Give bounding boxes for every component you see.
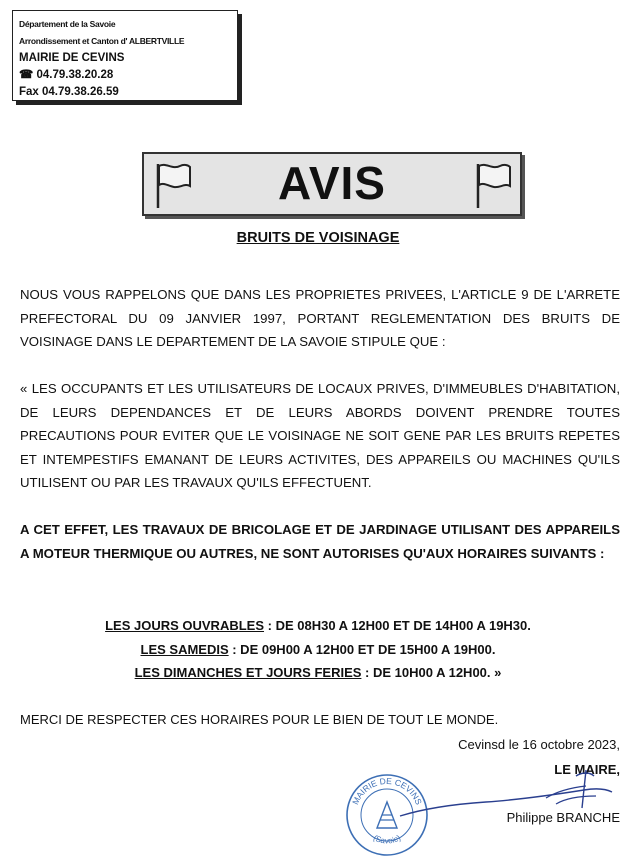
intro-paragraph: NOUS VOUS RAPPELONS QUE DANS LES PROPRIETES PRIVEES, L'ARTICLE 9 DE L'ARRETE PREFECTORAL DU 09 JANVIER 1997, PORTANT REGLEMENTATION DES BRUITS DE VOISINAGE DANS LE DEPARTEMENT DE LA SAVOIE STIPULE QUE : xyxy=(20,287,620,349)
effect-paragraph: A CET EFFET, LES TRAVAUX DE BRICOLAGE ET DE JARDINAGE UTILISANT DES APPAREILS A MOTEUR THERMIQUE OU AUTRES, NE SONT AUTORISES QU'AUX HORAIRES SUIVANTS : xyxy=(20,522,620,561)
mairie-header-box xyxy=(12,10,238,101)
stamp-bottom-text: (Savoie) xyxy=(371,833,403,846)
signatory-title: LE MAIRE, xyxy=(554,762,620,777)
schedule-list xyxy=(0,614,636,685)
schedule-row xyxy=(0,661,636,685)
fax-line: Fax 04.79.38.26.59 xyxy=(19,86,119,98)
schedule-row xyxy=(0,638,636,662)
schedule-label: LES JOURS OUVRABLES xyxy=(105,618,265,633)
mairie-name: MAIRIE DE CEVINS xyxy=(19,52,125,64)
schedule-label: LES DIMANCHES ET JOURS FERIES xyxy=(134,665,362,680)
schedule-hours: : DE 09H00 A 12H00 ET DE 15H00 A 19H00. xyxy=(228,641,496,657)
signatory-name: Philippe BRANCHE xyxy=(506,810,620,825)
stamp-top-text: MAIRIE DE CEVINS xyxy=(350,775,424,807)
schedule-label: LES SAMEDIS xyxy=(140,641,229,657)
avis-title: AVIS xyxy=(278,157,386,209)
schedule-hours: : DE 08H30 A 12H00 ET DE 14H00 A 19H30. xyxy=(264,618,531,633)
phone-line: ☎ 04.79.38.20.28 xyxy=(19,69,114,81)
date-line: Cevinsd le 16 octobre 2023, xyxy=(458,737,620,752)
arrondissement-line: Arrondissement et Canton d' ALBERTVILLE xyxy=(19,36,185,46)
avis-banner xyxy=(142,152,522,216)
notice-subtitle: BRUITS DE VOISINAGE xyxy=(236,230,400,246)
closing-line: MERCI DE RESPECTER CES HORAIRES POUR LE BIEN DE TOUT LE MONDE. xyxy=(20,712,499,727)
department-line: Département de la Savoie xyxy=(19,19,116,29)
schedule-hours: : DE 10H00 A 12H00. » xyxy=(361,665,502,680)
flag-icon xyxy=(470,160,514,210)
quote-paragraph: « LES OCCUPANTS ET LES UTILISATEURS DE LOCAUX PRIVES, D'IMMEUBLES D'HABITATION, DE LEURS DEPENDANCES ET DE LEURS ABORDS DOIVENT PRENDRE TOUTES PRECAUTIONS POUR EVITER QUE LE VOISINAGE NE SOIT GENE PAR LES BRUITS REPETES ET INTEMPESTIFS EMANANT DE LEURS ACTIVITES, DES APPAREILS OU MACHINES QU'ILS UTILISENT OU PAR LES TRAVAUX QU'ILS EFFECTUENT. xyxy=(20,381,620,490)
schedule-row xyxy=(0,614,636,638)
